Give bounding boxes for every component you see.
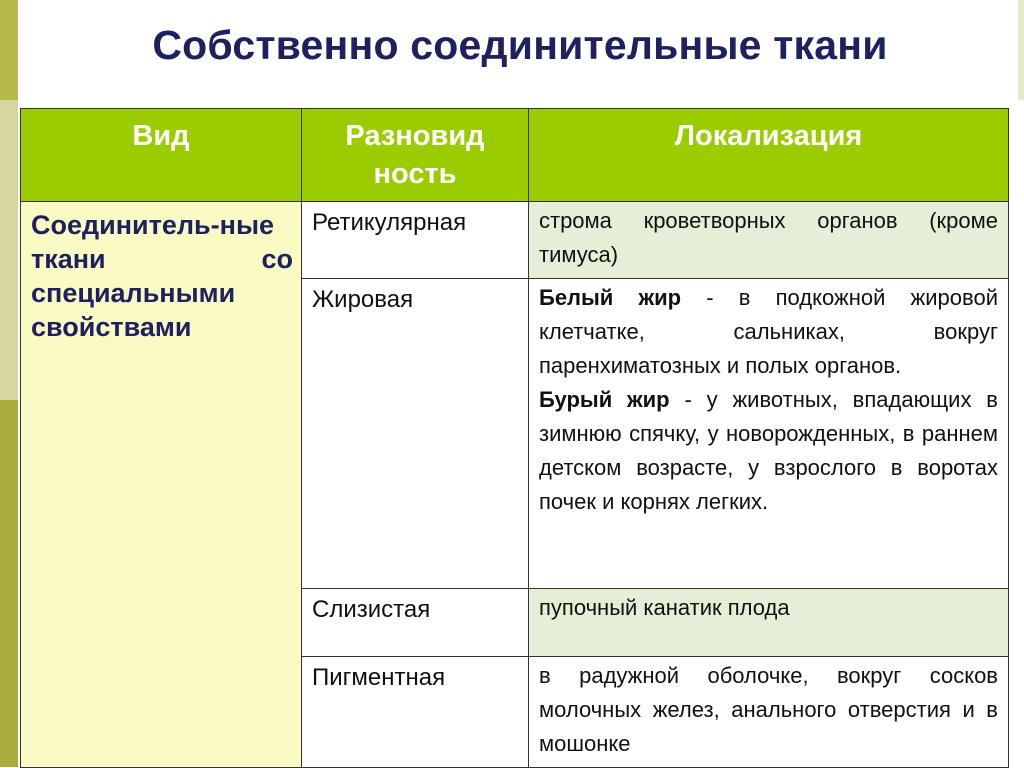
- brown-fat-label: Бурый жир: [539, 387, 670, 412]
- variety-cell: Ретикулярная: [302, 202, 529, 279]
- decorative-side-bar-light: [0, 100, 18, 400]
- variety-cell: Пигментная: [302, 657, 529, 768]
- connective-tissue-table: [20, 108, 1009, 768]
- header-type: Вид: [21, 109, 302, 202]
- decorative-side-bar-dark: [0, 400, 18, 767]
- brown-fat-text: - у животных, впадающих в зимнюю спячку, у новорожденных, в раннем детском возрасте, у взрослого в воротах почек и корнях легких.: [539, 387, 998, 514]
- variety-cell: Слизистая: [302, 589, 529, 657]
- decorative-right-bar: [1018, 0, 1024, 100]
- location-cell: [529, 279, 1009, 589]
- header-location: Локализация: [529, 109, 1009, 202]
- white-fat-label: Белый жир: [539, 285, 682, 310]
- table-header-row: [21, 109, 1009, 202]
- slide-title: Собственно соединительные ткани: [152, 22, 888, 68]
- header-variety: Разновид ность: [302, 109, 529, 202]
- location-cell: пупочный канатик плода: [529, 589, 1009, 657]
- category-cell: Соединитель-ные ткани со специальными свойствами: [21, 202, 302, 768]
- table-row: [21, 202, 1009, 279]
- location-cell: строма кроветворных органов (кроме тимуса): [529, 202, 1009, 279]
- location-cell: в радужной оболочке, вокруг сосков молочных желез, анального отверстия и в мошонке: [529, 657, 1009, 768]
- variety-cell: Жировая: [302, 279, 529, 589]
- white-fat-text: - в подкожной жировой клетчатке, сальниках, вокруг паренхиматозных и полых органов.: [539, 285, 998, 378]
